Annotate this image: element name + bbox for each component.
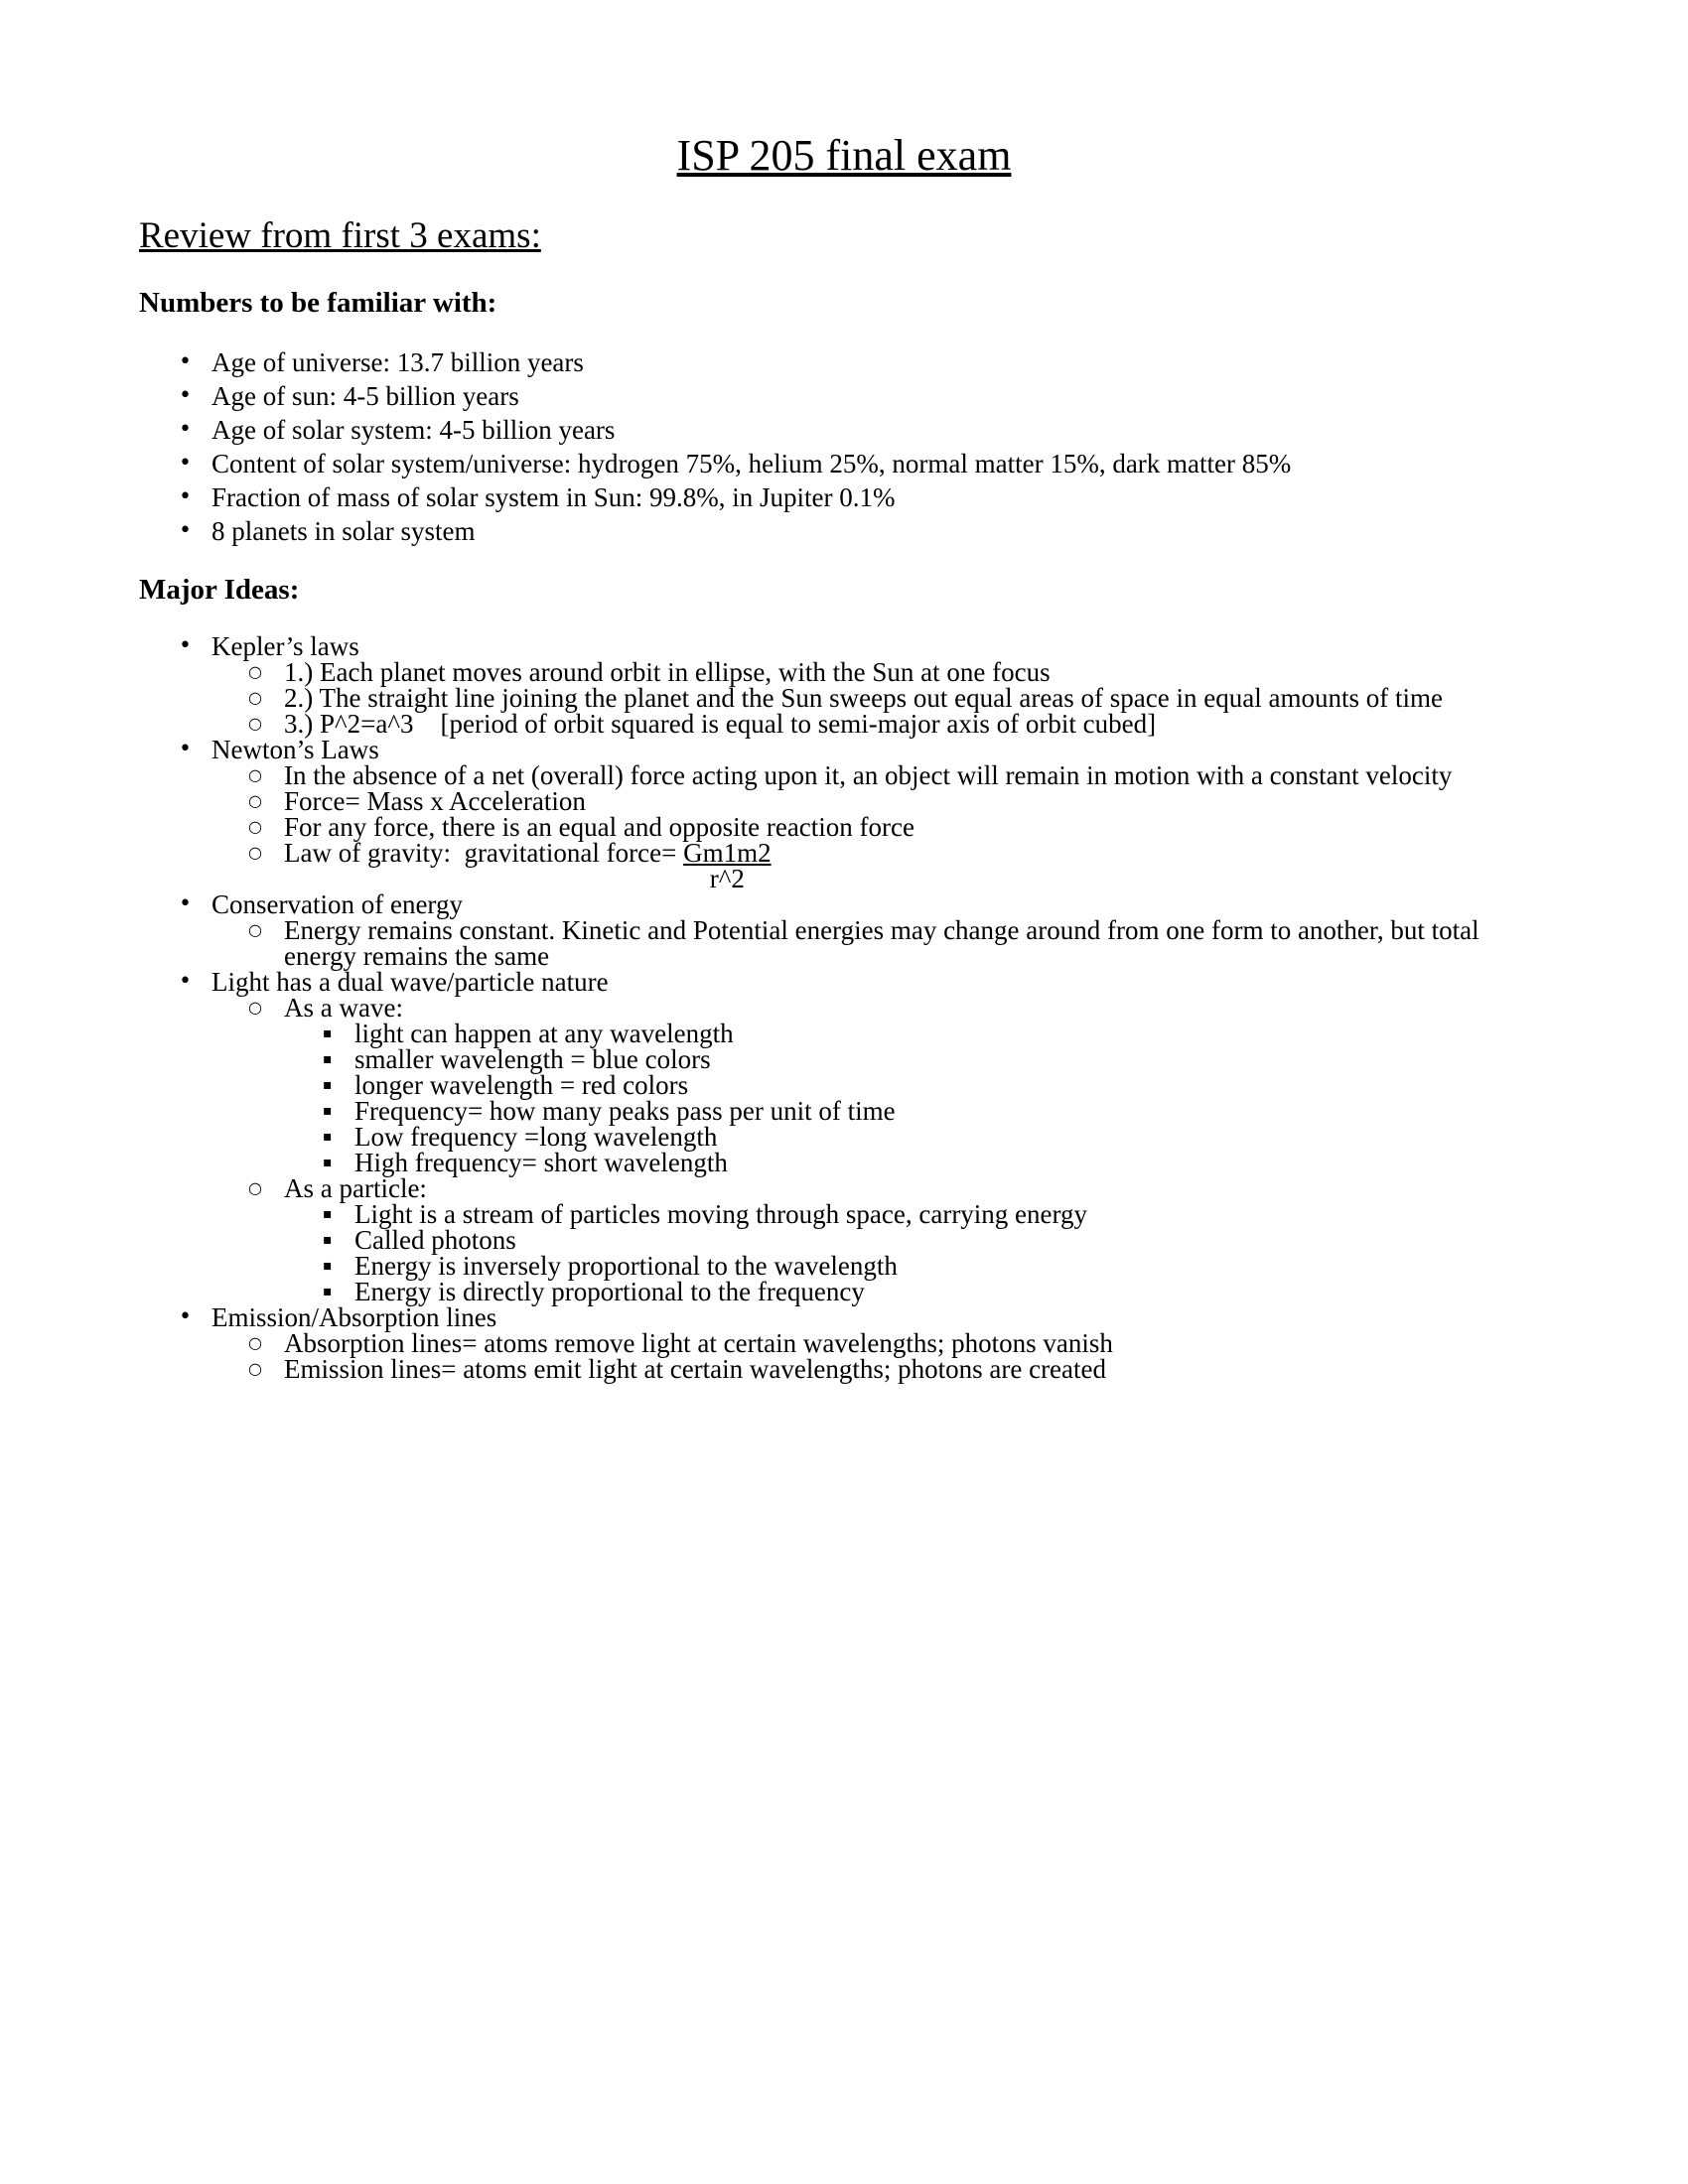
bullet-icon: • [179,417,192,443]
list-item-text: Force= Mass x Acceleration [284,785,586,816]
list-item-text: Fraction of mass of solar system in Sun: 99.8%, in Jupiter 0.1% [211,482,896,513]
square-bullet-icon: ▪ [323,1205,333,1222]
list-item-text: Age of sun: 4-5 billion years [211,381,519,412]
bullet-icon: • [179,349,192,375]
list-item [139,837,1549,893]
list-item-text: In the absence of a net (overall) force acting upon it, an object will remain in motion with a constant velocity [284,759,1453,790]
list-item-text: Emission lines= atoms emit light at certain wavelengths; photons are created [284,1353,1107,1384]
circle-bullet-icon: ○ [248,1177,262,1197]
list-item-text: 8 planets in solar system [211,516,476,547]
gravity-law-text [284,837,1549,893]
list-item [139,447,1549,480]
list-item-text: Light is a stream of particles moving through space, carrying energy [354,1198,1088,1229]
square-bullet-icon: ▪ [323,1283,333,1299]
bullet-icon: • [179,736,192,761]
list-item [139,888,1549,919]
list-item-text: Called photons [354,1224,516,1255]
list-item-text: smaller wavelength = blue colors [354,1043,711,1074]
list-item-text: As a particle: [284,1172,427,1203]
circle-bullet-icon: ○ [248,713,262,733]
square-bullet-icon: ▪ [323,1024,333,1041]
gravity-law-prefix: Law of gravity: gravitational force= [284,837,684,868]
bullet-icon: • [179,383,192,409]
circle-bullet-icon: ○ [248,687,262,707]
list-item [139,1069,1549,1100]
list-item [139,992,1549,1023]
numbers-list [139,345,1549,548]
circle-bullet-icon: ○ [248,816,262,836]
list-item [139,1172,1549,1203]
list-item-text: Conservation of energy [211,888,463,919]
gravity-fraction-denominator: r^2 [709,863,745,893]
list-item [139,1353,1549,1384]
list-item [139,682,1549,713]
list-item [139,1043,1549,1074]
page-title: ISP 205 final exam [676,131,1012,180]
list-item-text: Newton’s Laws [211,734,379,764]
list-item [139,1224,1549,1255]
square-bullet-icon: ▪ [323,1076,333,1093]
list-item-text: As a wave: [284,992,403,1023]
list-item-text: 2.) The straight line joining the planet and the Sun sweeps out equal areas of space in equal amounts of time [284,682,1443,713]
bullet-icon: • [179,451,192,477]
list-item [139,708,1549,739]
list-item [139,480,1549,514]
square-bullet-icon: ▪ [323,1102,333,1119]
circle-bullet-icon: ○ [248,1332,262,1352]
circle-bullet-icon: ○ [248,790,262,810]
bullet-icon: • [179,518,192,544]
list-item [139,1250,1549,1281]
circle-bullet-icon: ○ [248,764,262,784]
list-item [139,734,1549,764]
list-item-text: Energy is inversely proportional to the wavelength [354,1250,898,1281]
list-item [139,1095,1549,1126]
list-item [139,1198,1549,1229]
major-ideas-section [139,574,1549,1384]
list-item-text: Content of solar system/universe: hydrogen 75%, helium 25%, normal matter 15%, dark matter 85% [211,449,1292,479]
square-bullet-icon: ▪ [323,1257,333,1274]
circle-bullet-icon: ○ [248,919,262,939]
square-bullet-icon: ▪ [323,1154,333,1170]
review-section-heading: Review from first 3 exams: [139,214,541,256]
list-item-text: Energy is directly proportional to the frequency [354,1276,865,1306]
gravity-fraction [683,837,772,893]
list-item [139,1018,1549,1048]
list-item-text: Frequency= how many peaks pass per unit of time [354,1095,896,1126]
bullet-icon: • [179,968,192,994]
list-item [139,379,1549,413]
list-item-text: Kepler’s laws [211,630,359,661]
list-item [139,630,1549,661]
list-item-text: Age of solar system: 4-5 billion years [211,415,616,446]
list-item-text: 3.) P^2=a^3 [period of orbit squared is equal to semi-major axis of orbit cubed] [284,708,1157,739]
bullet-icon: • [179,1303,192,1329]
square-bullet-icon: ▪ [323,1128,333,1145]
circle-bullet-icon: ○ [248,997,262,1017]
list-item [139,759,1549,790]
list-item [139,1327,1549,1358]
list-item-text: Light has a dual wave/particle nature [211,966,609,997]
list-item [139,1301,1549,1332]
list-item-text: light can happen at any wavelength [354,1018,734,1048]
list-item [139,1121,1549,1152]
circle-bullet-icon: ○ [248,842,262,862]
square-bullet-icon: ▪ [323,1050,333,1067]
list-item-text: Age of universe: 13.7 billion years [211,347,584,378]
list-item [139,966,1549,997]
numbers-section [139,287,1549,548]
list-item [139,345,1549,379]
list-item-text: Low frequency =long wavelength [354,1121,718,1152]
bullet-icon: • [179,484,192,510]
list-item-text: High frequency= short wavelength [354,1147,728,1177]
list-item [139,656,1549,687]
list-item [139,514,1549,548]
bullet-icon: • [179,890,192,916]
list-item [139,1276,1549,1306]
circle-bullet-icon: ○ [248,1358,262,1378]
gravity-fraction-numerator: Gm1m2 [683,837,772,868]
list-item-text: Energy remains constant. Kinetic and Potential energies may change around from one form to another, but total energy remains the same [284,914,1486,971]
bullet-icon: • [179,632,192,658]
list-item-text: Absorption lines= atoms remove light at certain wavelengths; photons vanish [284,1327,1113,1358]
list-item [139,1147,1549,1177]
list-item [139,413,1549,447]
list-item-text: Emission/Absorption lines [211,1301,497,1332]
numbers-heading: Numbers to be familiar with: [139,287,497,320]
circle-bullet-icon: ○ [248,661,262,681]
list-item-text: 1.) Each planet moves around orbit in ellipse, with the Sun at one focus [284,656,1051,687]
list-item [139,914,1549,971]
major-ideas-heading: Major Ideas: [139,574,300,607]
list-item [139,785,1549,816]
list-item-text: For any force, there is an equal and opposite reaction force [284,811,914,842]
square-bullet-icon: ▪ [323,1231,333,1248]
list-item [139,811,1549,842]
list-item-text: longer wavelength = red colors [354,1069,689,1100]
